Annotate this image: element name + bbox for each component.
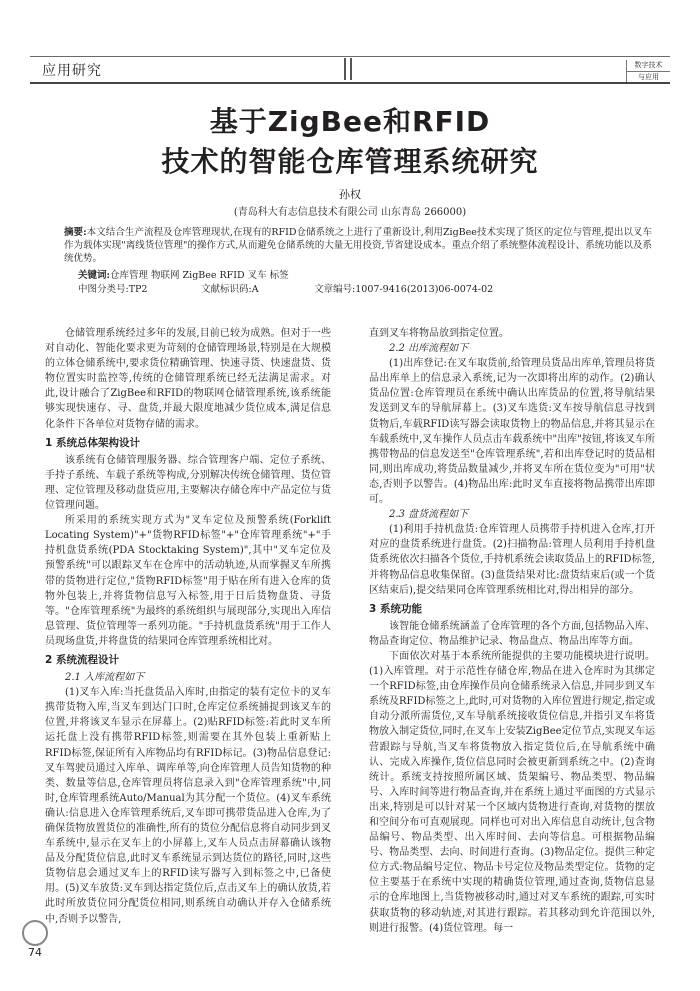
clc-number: 中图分类号:TP2 — [78, 284, 148, 295]
keywords-text: 仓库管理 物联网 ZigBee RFID 叉车 标签 — [110, 270, 289, 281]
paragraph: 该系统有仓储管理服务器、综合管理客户端、定位子系统、手持子系统、车载子系统等构成,分别解决传统仓储管理、货位管理、定位管理及移动盘货应用,主要解决存储仓库中产品定位与货位管理问题。 — [45, 454, 331, 512]
right-column — [369, 326, 655, 936]
paragraph: 下面依次对基于本系统所能提供的主要功能模块进行说明。(1)入库管理。对于示范性存储仓库,物品在进入仓库时为其绑定一个RFID标签,由仓库操作员向仓储系统录入信息,并同步到叉车系统及RFID标签之上,此时,可对货物的入库位置进行规定,指定或自动分派所需货位,叉车导航系统接收货位信息,并指引叉车将货物放入制定货位,同时,在叉车上安装ZigBee定位节点,实现叉车运营跟踪与导航,当叉车将货物放入指定货位后,在导航系统中确认、完成入库操作,货位信息同时会被更新到系统之中。(2)查询统计。系统支持按照所属区域、货架编号、物品类型、物品编号、入库时间等进行物品查询,并在系统上通过平面图的方式显示出来,特别是可以针对某一个区域内货物进行查询,对货物的摆放和空间分布可直观展现。同样也可对出入库信息自动统计,包含物品编号、物品类型、出入库时间、去向等信息。可根据物品编号、物品类型、去向、时间进行查询。(3)物品定位。提供三种定位方式:物品编号定位、物品卡号定位及物品类型定位。货物的定位主要基于在系统中实现的精确货位管理,通过查询,货物信息显示的仓库地图上,当货物被移动时,通过对叉车系统的跟踪,可实时获取货物的移动轨迹,对其进行跟踪。若其移动到允许范围以外,则进行报警。(4)货位管理。每一 — [369, 650, 655, 934]
subsection-heading: 2.2 出库流程如下 — [389, 343, 469, 355]
article-number: 文章编号:1007-9416(2013)06-0074-02 — [314, 284, 494, 295]
paragraph-continued: 直到叉车将物品放到指定位置。 — [369, 328, 509, 339]
subsection-heading: 2.1 入库流程如下 — [65, 672, 145, 684]
abstract — [64, 226, 652, 265]
document-code: 文献标识码:A — [201, 284, 259, 295]
article-title-line2: 技术的智能仓库管理系统研究 — [161, 145, 539, 178]
abstract-text: 本文结合生产流程及仓库管理现状,在现有的RFID仓储系统之上进行了重新设计,利用ZigBee技术实现了货区的定位与管理,提出以叉车作为载体实现"离线货位管理"的操作方式,从而避免仓储系统的大量无用投资,节省建设成本。重点介绍了系统整体流程设计、系统功能以及系统优势。 — [64, 227, 652, 264]
classification-line — [78, 281, 638, 295]
header-rule-bottom — [30, 82, 670, 84]
section-heading: 3 系统功能 — [369, 602, 422, 615]
affiliation: (青岛科大有志信息技术有限公司 山东青岛 266000) — [233, 207, 467, 218]
keywords — [78, 267, 289, 281]
left-column — [45, 326, 331, 927]
journal-badge-top: 数字技术 — [634, 61, 663, 69]
article-title-line1: 基于ZigBee和RFID — [209, 105, 491, 138]
page-badge-circle — [22, 920, 48, 946]
abstract-label: 摘要: — [64, 227, 87, 238]
intro-paragraph: 仓储管理系统经过多年的发展,目前已较为成熟。但对于一些对自动化、智能化要求更为苛刻的仓储管理场景,特别是在大规模的立体仓储系统中,要求货位精确管理、快速寻货、快速盘货、货物位置实时监控等,传统的仓储管理系统已经无法满足需求。对此,设计融合了ZigBee和RFID的物联网仓储管理系统,该系统能够实现快速存、寻、盘货,并最大限度地减少货位成本,满足信息化条件下各单位对货物存储的需求。 — [45, 328, 331, 430]
header-rule-top — [30, 56, 670, 57]
page-number: 74 — [28, 946, 42, 959]
keywords-label: 关键词: — [78, 270, 111, 281]
journal-badge — [626, 60, 670, 82]
section-heading: 1 系统总体架构设计 — [45, 436, 140, 449]
paragraph: (1)利用手持机盘货:仓库管理人员携带手持机进入仓库,打开对应的盘货系统进行盘货。(2)扫描物品:管理人员利用手持机盘货系统依次扫描各个货位,手持机系统会读取货品上的RFID标签,并将物品信息收集保留。(3)盘货结果对比:盘货结束后(或一个货区结束后),提交结果同仓库管理系统相比对,得出相异的部分。 — [369, 524, 655, 596]
running-header — [30, 52, 670, 82]
paragraph: 该智能仓储系统涵盖了仓库管理的各个方面,包括物品入库、物品查询定位、物品维护记录、物品盘点、物品出库等方面。 — [369, 620, 655, 647]
paragraph: (1)叉车入库:当托盘货品入库时,由指定的装有定位卡的叉车携带货物入库,当叉车到达门口时,仓库定位系统捕捉到该叉车的位置,并将该叉车显示在屏幕上。(2)贴RFID标签:若此时叉车所运托盘上没有携带RFID标签,则需要在其外包装上重新贴上RFID标签,保证所有入库物品均有RFID标记。(3)物品信息登记:叉车驾驶员通过入库单、调库单等,向仓库管理人员告知货物的种类、数量等信息,仓库管理员将信息录入到"仓库管理系统"中,同时,仓库管理系统Auto/Manual为其分配一个货位。(4)叉车系统确认:信息进入仓库管理系统后,叉车即可携带货品进入仓库,为了确保货物放置货位的准确性,所有的货位分配信息将自动同步到叉车系统中,显示在叉车上的小屏幕上,叉车人员点击屏幕确认该物品及分配货位信息,此时叉车系统显示到达货位的路径,同时,这些货物信息会通过叉车上的RFID读写器写入到标签之中,已备使用。(5)叉车放货:叉车到达指定货位后,点击叉车上的确认放货,若此时所放货位同分配货位相同,则系统自动确认并存入仓储系统中,否则予以警告, — [45, 687, 331, 925]
section-heading: 2 系统流程设计 — [45, 653, 119, 666]
author: 孙权 — [339, 188, 361, 201]
section-label: 应用研究 — [42, 63, 102, 79]
page-number-badge — [22, 920, 48, 960]
paragraph: (1)出库登记:在叉车取货前,给管理员货品出库单,管理员将货品出库单上的信息录入系统,记为一次即将出库的动作。(2)确认货品位置:仓库管理员在系统中确认出库货品的位置,将导航结果发送到叉车的导航屏幕上。(3)叉车选货:叉车按导航信息寻找到货物后,车载RFID读写器会读取货物上的物品信息,并将其显示在车载系统中,叉车操作人员点击车载系统中"出库"按钮,将该叉车所携带物品的信息发送至"仓库管理系统",若和出库登记时的货品相同,则出库成功,将货品数量减少,并将叉车所在货位变为"可用"状态,否则予以警告。(4)物品出库:此时叉车直接将物品携带出库即可。 — [369, 358, 655, 506]
header-divider — [350, 58, 352, 80]
journal-badge-bottom: 与应用 — [627, 71, 670, 82]
header-divider — [344, 58, 346, 80]
subsection-heading: 2.3 盘货流程如下 — [389, 509, 469, 521]
paragraph: 所采用的系统实现方式为"叉车定位及预警系统(Forklift Locating System)"+"货物RFID标签"+"仓库管理系统"+"手持机盘货系统(PDA Stocktaking System)",其中"叉车定位及预警系统"可以跟踪叉车在仓库中的活动轨迹,从而掌握叉车所携带的货物进行定位,"货物RFID标签"用于贴在所有进入仓库的货物外包装上,并将货物信息写入标签,用于日后货物盘货、寻货等。"仓库管理系统"为最终的系统组织与展现部分,实现出入库信息管理、货位管理等一系列功能。"手持机盘货系统"用于工作人员现场盘货,并将盘货的结果同仓库管理系统相比对。 — [45, 515, 331, 647]
